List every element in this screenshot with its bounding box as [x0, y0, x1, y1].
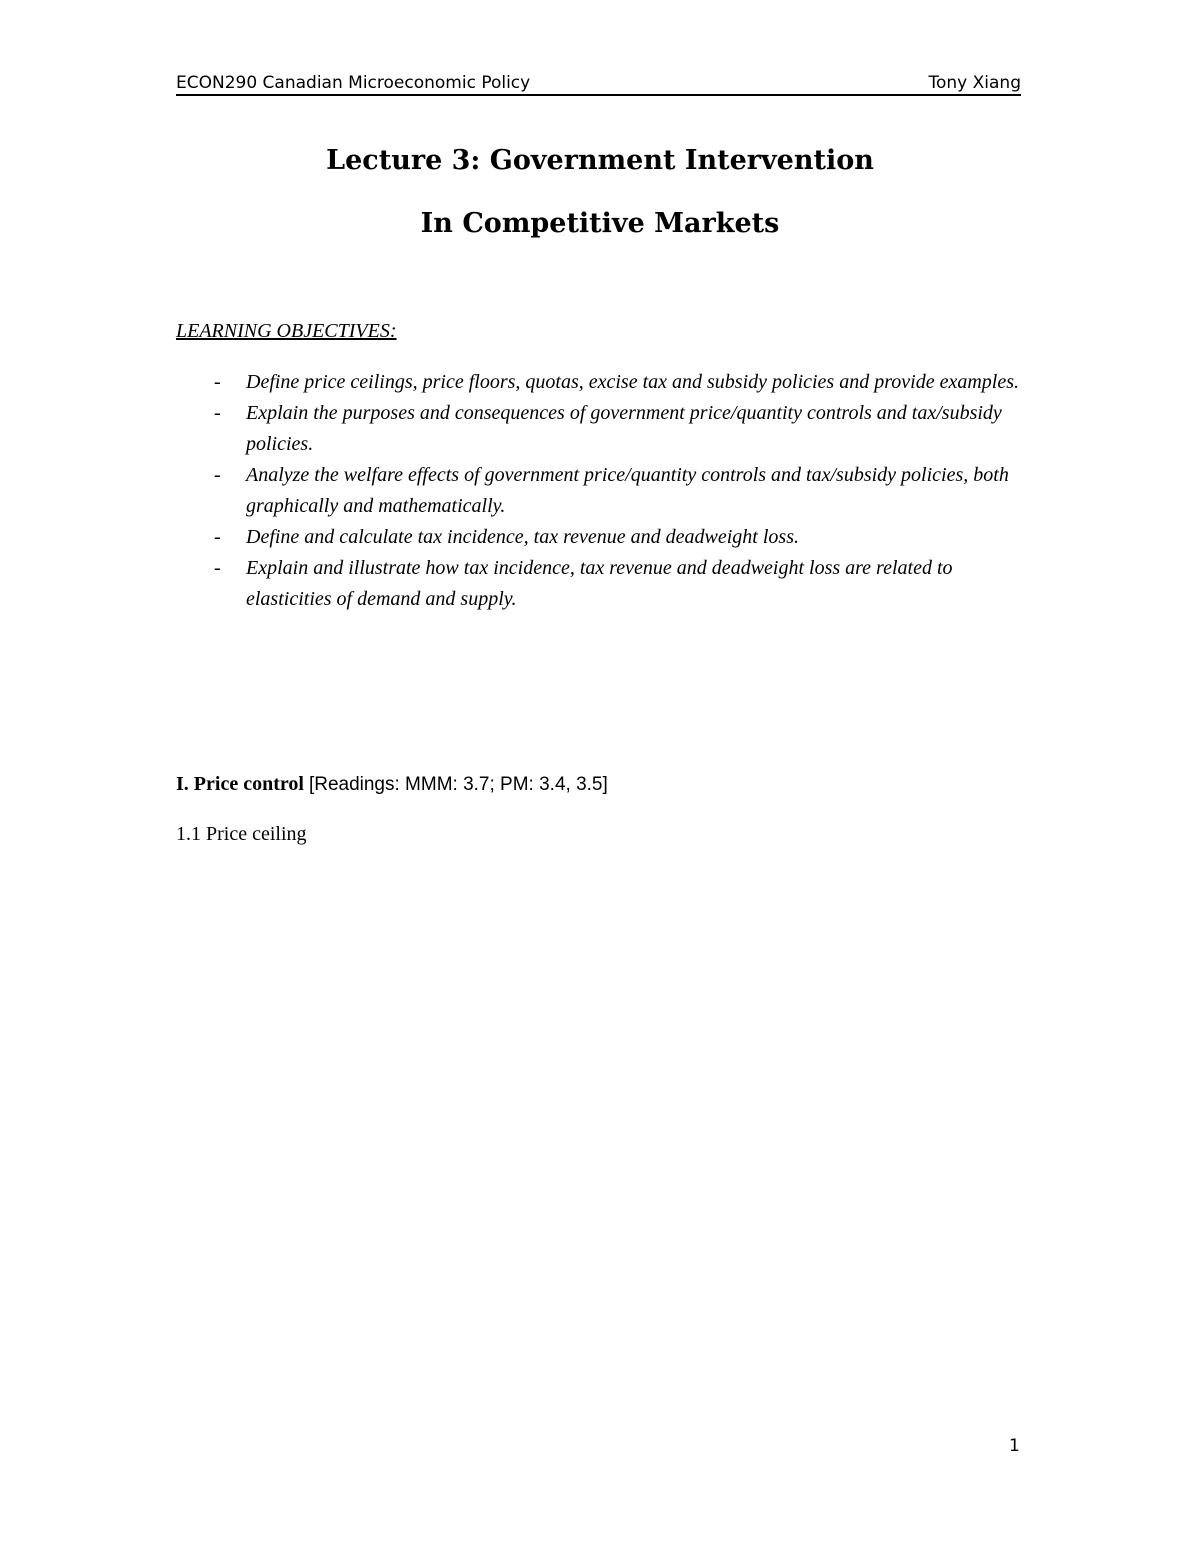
lecture-title: Lecture 3: Government Intervention [326, 145, 874, 176]
bullet-dash: - [214, 526, 221, 548]
page-number: 1 [1009, 1436, 1020, 1456]
bullet-dash: - [214, 557, 221, 579]
objective-text: Explain the purposes and consequences of government price/quantity controls and tax/subsidy policies. [246, 402, 1002, 455]
objective-item [176, 398, 1026, 460]
section-number: I. [176, 773, 189, 795]
objective-text: Define price ceilings, price floors, quotas, excise tax and subsidy policies and provide examples. [246, 371, 1019, 393]
subsection-price-ceiling: 1.1 Price ceiling [176, 823, 307, 845]
course-title: ECON290 Canadian Microeconomic Policy [176, 73, 531, 93]
section-readings: [Readings: MMM: 3.7; PM: 3.4, 3.5] [308, 774, 608, 795]
learning-objectives-list [176, 367, 1026, 615]
objective-text: Define and calculate tax incidence, tax revenue and deadweight loss. [246, 526, 799, 548]
lecture-subtitle: In Competitive Markets [420, 208, 780, 239]
bullet-dash: - [214, 402, 221, 424]
objective-item [176, 367, 1026, 398]
objective-item [176, 460, 1026, 522]
bullet-dash: - [214, 464, 221, 486]
learning-objectives-heading: LEARNING OBJECTIVES: [176, 320, 397, 342]
objective-text: Explain and illustrate how tax incidence, tax revenue and deadweight loss are related to elasticities of demand and supply. [246, 557, 953, 610]
section-heading-price-control [176, 770, 608, 799]
page-header [176, 72, 1021, 96]
author-name: Tony Xiang [928, 73, 1021, 93]
bullet-dash: - [214, 371, 221, 393]
section-title: Price control [193, 773, 304, 795]
objective-item [176, 522, 1026, 553]
objective-text: Analyze the welfare effects of government price/quantity controls and tax/subsidy policies, both graphically and mathematically. [246, 464, 1009, 517]
objective-item [176, 553, 1026, 615]
